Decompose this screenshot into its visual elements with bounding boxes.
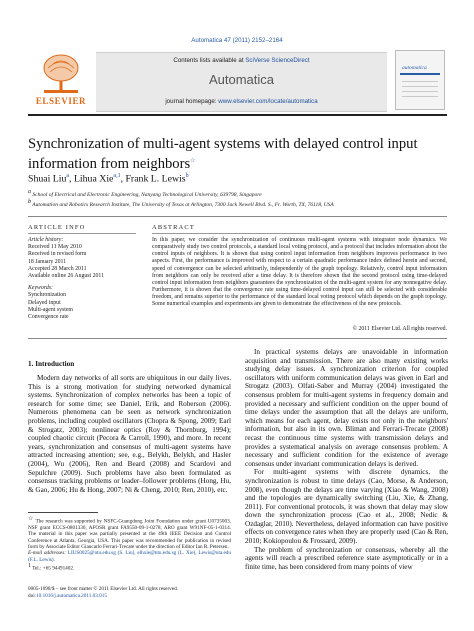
affiliation-text: School of Electrical and Electronic Engineering, Nanyang Technological University, 639798, Singapore <box>32 191 262 198</box>
section-heading-introduction: 1. Introduction <box>28 360 75 368</box>
body-paragraph: In practical systems delays are unavoidable in information acquisition and transmission. There are also many existing works studying delay issues. A synchronization criterion for coupled oscillators with uniform communication delays was given in Earl and Strogatz (2003). Olfati-Saber and Murray (2004) investigated the consensus problem for multi-agent systems in frequency domain and provided a necessary and sufficient condition on the upper bound of time delays under the assumption that all the delays are uniform, which means for each agent, delay exists not only in the neighbors' information, but also in its own. Bliman and Ferrari-Trecate (2008) recast the continuous time systems with transmission delays and provides a systematical analysis on average consensus problem. A necessary and sufficient condition for the existence of average consensus under invariant communication delays is derived. <box>245 348 448 468</box>
cover-line <box>402 91 438 92</box>
history-item: Received in revised form <box>28 251 87 258</box>
author-name[interactable]: Shuai Liu <box>28 173 67 185</box>
cover-line <box>402 86 438 87</box>
article-info <box>28 237 138 321</box>
paper-title-text: Synchronization of multi-agent systems with delayed control input information from neighbors <box>28 136 418 172</box>
sciencedirect-link[interactable]: SciVerse ScienceDirect <box>245 57 310 64</box>
keywords-label: Keywords: <box>28 285 53 292</box>
footnote-mark: ☆ <box>28 516 34 522</box>
section-rule <box>28 216 447 217</box>
author-sup[interactable]: a,1 <box>113 173 121 179</box>
keyword: Convergence rate <box>28 314 69 321</box>
contents-line <box>96 57 387 64</box>
keyword: Synchronization <box>28 292 66 299</box>
emails-label: E-mail addresses: <box>28 550 68 557</box>
author-name[interactable]: Lihua Xie <box>73 173 114 185</box>
footnote-rule <box>28 512 98 513</box>
email-links[interactable]: LIUS0025@ntu.edu.sg (S. Liu), elhxie@ntu.edu.sg (L. Xie), Lewis@uta.edu (F.L. Lewis). <box>28 550 231 563</box>
footnote-funding <box>28 516 231 550</box>
journal-homepage-link[interactable]: www.elsevier.com/locate/automatica <box>218 98 318 105</box>
header-rule <box>28 114 447 116</box>
history-item: Available online 26 August 2011 <box>28 273 104 280</box>
journal-reference[interactable]: Automatica 47 (2011) 2152–2164 <box>191 37 283 44</box>
author-sup[interactable]: b <box>185 173 189 179</box>
footnote-text: Tel.: +65 94491402. <box>32 565 75 572</box>
issn-line: 0005-1098/$ – see front matter © 2011 Elsevier Ltd. All rights reserved. <box>28 586 178 592</box>
elsevier-wordmark: ELSEVIER <box>35 96 87 106</box>
abstract-rule <box>152 233 447 234</box>
journal-title: Automatica <box>208 72 275 87</box>
footnote-emails <box>28 550 231 563</box>
paper-title <box>28 136 448 173</box>
footnotes <box>28 516 231 572</box>
affiliation-a <box>28 189 448 198</box>
title-footnote-mark[interactable]: ☆ <box>190 158 196 164</box>
keyword: Delayed input <box>28 299 61 306</box>
author-sup[interactable]: a <box>66 173 70 179</box>
cover-label: automatica <box>402 65 427 71</box>
affiliation-mark: b <box>28 199 31 205</box>
history-item: Received 11 May 2010 <box>28 244 82 251</box>
left-column <box>28 348 231 494</box>
affiliation-b <box>28 199 448 208</box>
history-item: Accepted 28 March 2011 <box>28 265 87 272</box>
footnote-tel <box>28 563 231 572</box>
masthead <box>30 50 445 110</box>
contents-prefix: Contents lists available at <box>173 57 246 64</box>
cover-line <box>402 96 438 97</box>
cover-line <box>402 81 438 82</box>
abstract-text: In this paper, we consider the synchronization of continuous multi-agent systems with integrator node dynamics. We comparatively study two control protocols, a standard local voting protocol, and a protocol that includes information about the control inputs of neighbors. It is shown that using control input information from neighbors improves performance in two aspects. First, the performance is improved with respect to a certain quadratic performance index defined herein and second, speed of convergence can be selected arbitrarily, independently of the graph topology. Relatively, control input information from neighbors can only be received after a time delay. It is therefore shown that the second protocol using time-delayed control input information from neighbors guarantees the synchronization of the multi-agent system for any nonnegative delay. Furthermore, it is shown that the convergence rate using time-delayed control input can still be selected with considerable freedom, and remains superior to the performance of the standard local voting protocol which depends on the graph topology. Some numerical examples and experiments are given to demonstrate the effectiveness of the new protocols. <box>152 237 447 308</box>
keyword: Multi-agent system <box>28 306 73 313</box>
abstract-end-rule <box>28 338 447 339</box>
journal-cover-thumbnail[interactable] <box>395 50 445 110</box>
article-info-rule <box>28 233 136 234</box>
right-column <box>245 348 448 571</box>
doi-link[interactable]: 10.1016/j.automatica.2011.03.015 <box>36 592 107 599</box>
affiliation-text: Automation and Robotics Research Institute, The University of Texas at Arlington, 7300 Jack Newell Blvd. S., Ft. Worth, TX, 76118, USA <box>32 201 334 208</box>
history-item: 18 January 2011 <box>28 258 67 265</box>
doi-line <box>28 593 248 600</box>
doi-prefix: doi: <box>28 592 37 599</box>
abstract-copyright: © 2011 Elsevier Ltd. All rights reserved. <box>352 326 447 332</box>
homepage-prefix: journal homepage: <box>165 98 219 105</box>
journal-banner <box>96 52 387 112</box>
history-label: Article history: <box>28 237 64 243</box>
cover-band <box>400 73 440 75</box>
homepage-line <box>96 98 387 105</box>
footnote-mark: 1 <box>28 562 31 569</box>
abstract-heading: ABSTRACT <box>152 224 195 231</box>
author-list: Shuai Liu$^a$, Lihua Xie$^{a,1}$, Frank L. Lewis$^b$ <box>28 173 189 185</box>
body-paragraph: Modern day networks of all sorts are ubiquitous in our daily lives. This is a strong motivation for studying networked dynamical systems. Synchronization of complex networks has been a topic of research for some time; see Daniel, Erik, and Roberson (2006). Numerous phenomena can be seen as network synchronization problems, including coupled oscillators (Chopra & Spong, 2009; Earl & Strogatz, 2003); nonlinear optics (Roy & Thornburg, 1994); coupled chaotic circuit (Pecora & Carroll, 1990), and more. In recent years, synchronization and consensus of multi-agent systems have attracted increasing attention; see, e.g., Belykh, Belykh, and Hasler (2004), Wu (2006), Ren and Beard (2008) and Scardovi and Sepulchre (2009). Such problems have also been formulated as consensus tracking problems or leader–follower problems (Hong, Hu, & Gao, 2006; Hu & Hong, 2007; Ni & Cheng, 2010; Ren, 2010), etc. <box>28 374 231 494</box>
body-paragraph: The problem of synchronization or consensus, whereby all the agents will reach a prescribed reference state asymptotically or in a finite time, has been considered from many points of view <box>245 545 448 571</box>
affiliation-mark: a <box>28 189 31 195</box>
article-info-heading: ARTICLE INFO <box>28 224 86 231</box>
body-paragraph: For multi-agent systems with discrete dynamics, the synchronization is robust to time delays (Cao, Morse, & Anderson, 2008), even though the delays are time varying (Xiao & Wang, 2008) and the topologies are dynamically switching (Liu, Xie, & Zhang, 2011). For conventional protocols, it was shown that delay may slow down the synchronization process (Cao et al., 2008; Nedic & Ozdaglar, 2010). Nevertheless, delayed information can have positive effects on convergence rates when they are properly used (Cao & Ren, 2010; Kokiopoulou & Frossard, 2009). <box>245 468 448 546</box>
footnote-text: The research was supported by NSFC-Guangdong Joint Foundation under grant U0735003, NSF grant ECCS-0801330, AFOSR grant FA9550-09-1-0278, ARO grant W91NF-05-1-0314. The material in this paper was partially presented at the 49th IEEE Decision and Control Conference at Atlanta, Georgia, USA. This paper was recommended for publication in revised form by Associate Editor Giancarlo Ferrari-Trecate under the direction of Editor Ian R. Petersen. <box>28 518 231 550</box>
elsevier-logo[interactable] <box>30 50 92 110</box>
bottom-info <box>28 586 248 599</box>
author-name[interactable]: Frank L. Lewis <box>125 173 186 185</box>
elsevier-tree-icon <box>38 52 84 96</box>
